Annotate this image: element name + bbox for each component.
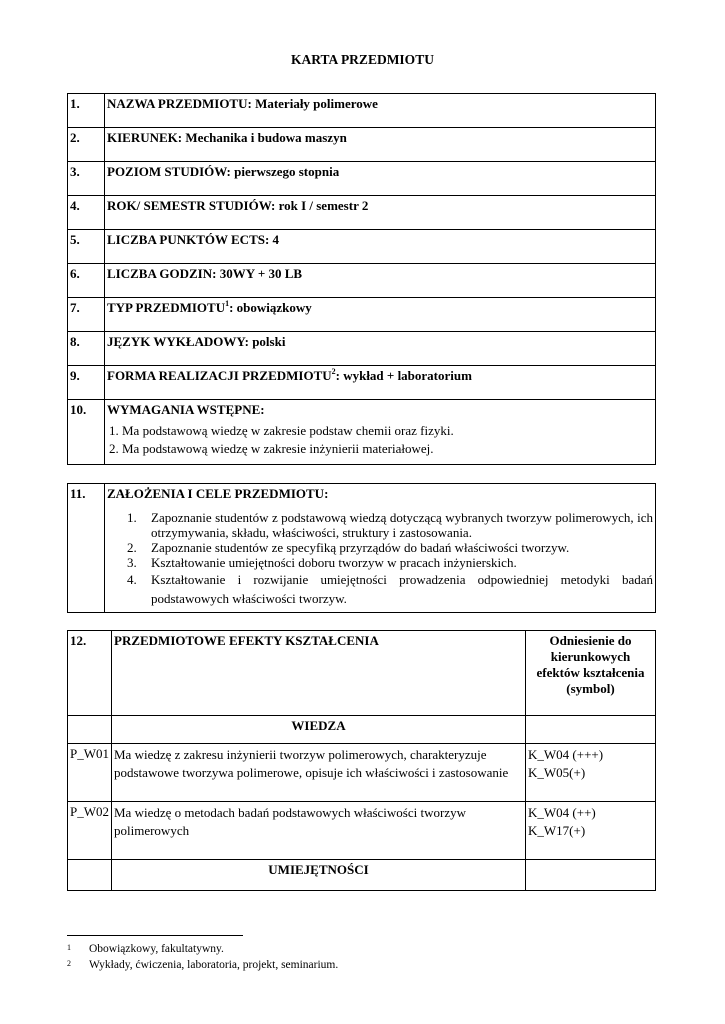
- table-row: [68, 196, 656, 230]
- prerequisites: [105, 400, 656, 465]
- outcome-code: P_W02: [68, 802, 112, 860]
- outcome-reference: K_W04 (+++) K_W05(+): [526, 744, 656, 802]
- footnote: 2 Wykłady, ćwiczenia, laboratoria, projekt, seminarium.: [67, 959, 339, 971]
- list-item: 1. Zapoznanie studentów z podstawową wiedzą dotyczącą wybranych tworzyw polimerowych, ich otrzymywania, składu, właściwości, struktury i zastosowania.: [127, 510, 653, 540]
- footnote: 1 Obowiązkowy, fakultatywny.: [67, 943, 224, 955]
- row-number: 3.: [68, 162, 105, 196]
- delivery-form-value: : wykład + laboratorium: [335, 368, 472, 383]
- course-type-label: TYP PRZEDMIOTU: [107, 300, 226, 315]
- row-number: 4.: [68, 196, 105, 230]
- table-row: [68, 162, 656, 196]
- footnote-separator: [67, 935, 243, 936]
- row-number: 7.: [68, 298, 105, 332]
- outcome-description: Ma wiedzę z zakresu inżynierii tworzyw polimerowych, charakteryzuje podstawowe tworzywa polimerowe, opisuje ich właściwości i zastosowanie: [112, 744, 526, 802]
- course-info-table: [67, 93, 656, 465]
- table-row: [68, 744, 656, 802]
- row-number: 10.: [68, 400, 105, 465]
- outcomes-heading: PRZEDMIOTOWE EFEKTY KSZTAŁCENIA: [112, 631, 526, 716]
- row-number: 9.: [68, 366, 105, 400]
- hours: LICZBA GODZIN: 30WY + 30 LB: [105, 264, 656, 298]
- language: JĘZYK WYKŁADOWY: polski: [105, 332, 656, 366]
- goals-table: [67, 483, 656, 613]
- footnote-ref: 1: [225, 299, 230, 308]
- footnote-ref: 2: [331, 367, 336, 376]
- delivery-form-label: FORMA REALIZACJI PRZEDMIOTU: [107, 368, 332, 383]
- table-header-row: [68, 631, 656, 716]
- table-row: [68, 366, 656, 400]
- reference-heading: Odniesienie do kierunkowych efektów kształcenia (symbol): [526, 631, 656, 716]
- list-item: 3. Kształtowanie umiejętności doboru tworzyw w pracach inżynierskich.: [127, 555, 517, 570]
- table-row: [68, 802, 656, 860]
- table-row: [68, 94, 656, 128]
- table-row: [68, 264, 656, 298]
- goals-cell: [105, 484, 656, 613]
- section-row: [68, 860, 656, 891]
- goals-heading: ZAŁOŻENIA I CELE PRZEDMIOTU:: [107, 486, 329, 501]
- row-number: 1.: [68, 94, 105, 128]
- outcome-description: Ma wiedzę o metodach badań podstawowych właściwości tworzyw polimerowych: [112, 802, 526, 860]
- page-title: KARTA PRZEDMIOTU: [291, 52, 434, 67]
- table-row: [68, 332, 656, 366]
- list-item: 2. Ma podstawową wiedzę w zakresie inżynierii materiałowej.: [109, 441, 434, 456]
- row-number: 6.: [68, 264, 105, 298]
- table-row: [68, 128, 656, 162]
- outcome-code: P_W01: [68, 744, 112, 802]
- table-row: [68, 400, 656, 465]
- field-of-study: KIERUNEK: Mechanika i budowa maszyn: [105, 128, 656, 162]
- list-item: 1. Ma podstawową wiedzę w zakresie podstaw chemii oraz fizyki.: [109, 423, 454, 438]
- prerequisites-heading: WYMAGANIA WSTĘPNE:: [107, 402, 265, 417]
- learning-outcomes-table: [67, 630, 656, 891]
- list-item: 2. Zapoznanie studentów ze specyfiką przyrządów do badań właściwości tworzyw.: [127, 540, 570, 555]
- list-item: 4. Kształtowanie i rozwijanie umiejętności prowadzenia odpowiedniej metodyki badań podstawowych właściwości tworzyw.: [127, 572, 653, 606]
- delivery-form: [105, 366, 656, 400]
- table-row: [68, 298, 656, 332]
- table-row: [68, 230, 656, 264]
- row-number: 5.: [68, 230, 105, 264]
- row-number: 2.: [68, 128, 105, 162]
- section-row: [68, 716, 656, 744]
- prerequisites-list: [107, 422, 655, 458]
- ects-points: LICZBA PUNKTÓW ECTS: 4: [105, 230, 656, 264]
- course-type: [105, 298, 656, 332]
- row-number: 8.: [68, 332, 105, 366]
- study-level: POZIOM STUDIÓW: pierwszego stopnia: [105, 162, 656, 196]
- section-knowledge: WIEDZA: [112, 716, 526, 744]
- year-semester: ROK/ SEMESTR STUDIÓW: rok I / semestr 2: [105, 196, 656, 230]
- row-number: 11.: [68, 484, 105, 613]
- section-skills: UMIEJĘTNOŚCI: [112, 860, 526, 891]
- row-number: 12.: [68, 631, 112, 716]
- course-type-value: : obowiązkowy: [229, 300, 312, 315]
- goals-list: [107, 510, 655, 608]
- table-row: [68, 484, 656, 613]
- outcome-reference: K_W04 (++) K_W17(+): [526, 802, 656, 860]
- course-name: NAZWA PRZEDMIOTU: Materiały polimerowe: [105, 94, 656, 128]
